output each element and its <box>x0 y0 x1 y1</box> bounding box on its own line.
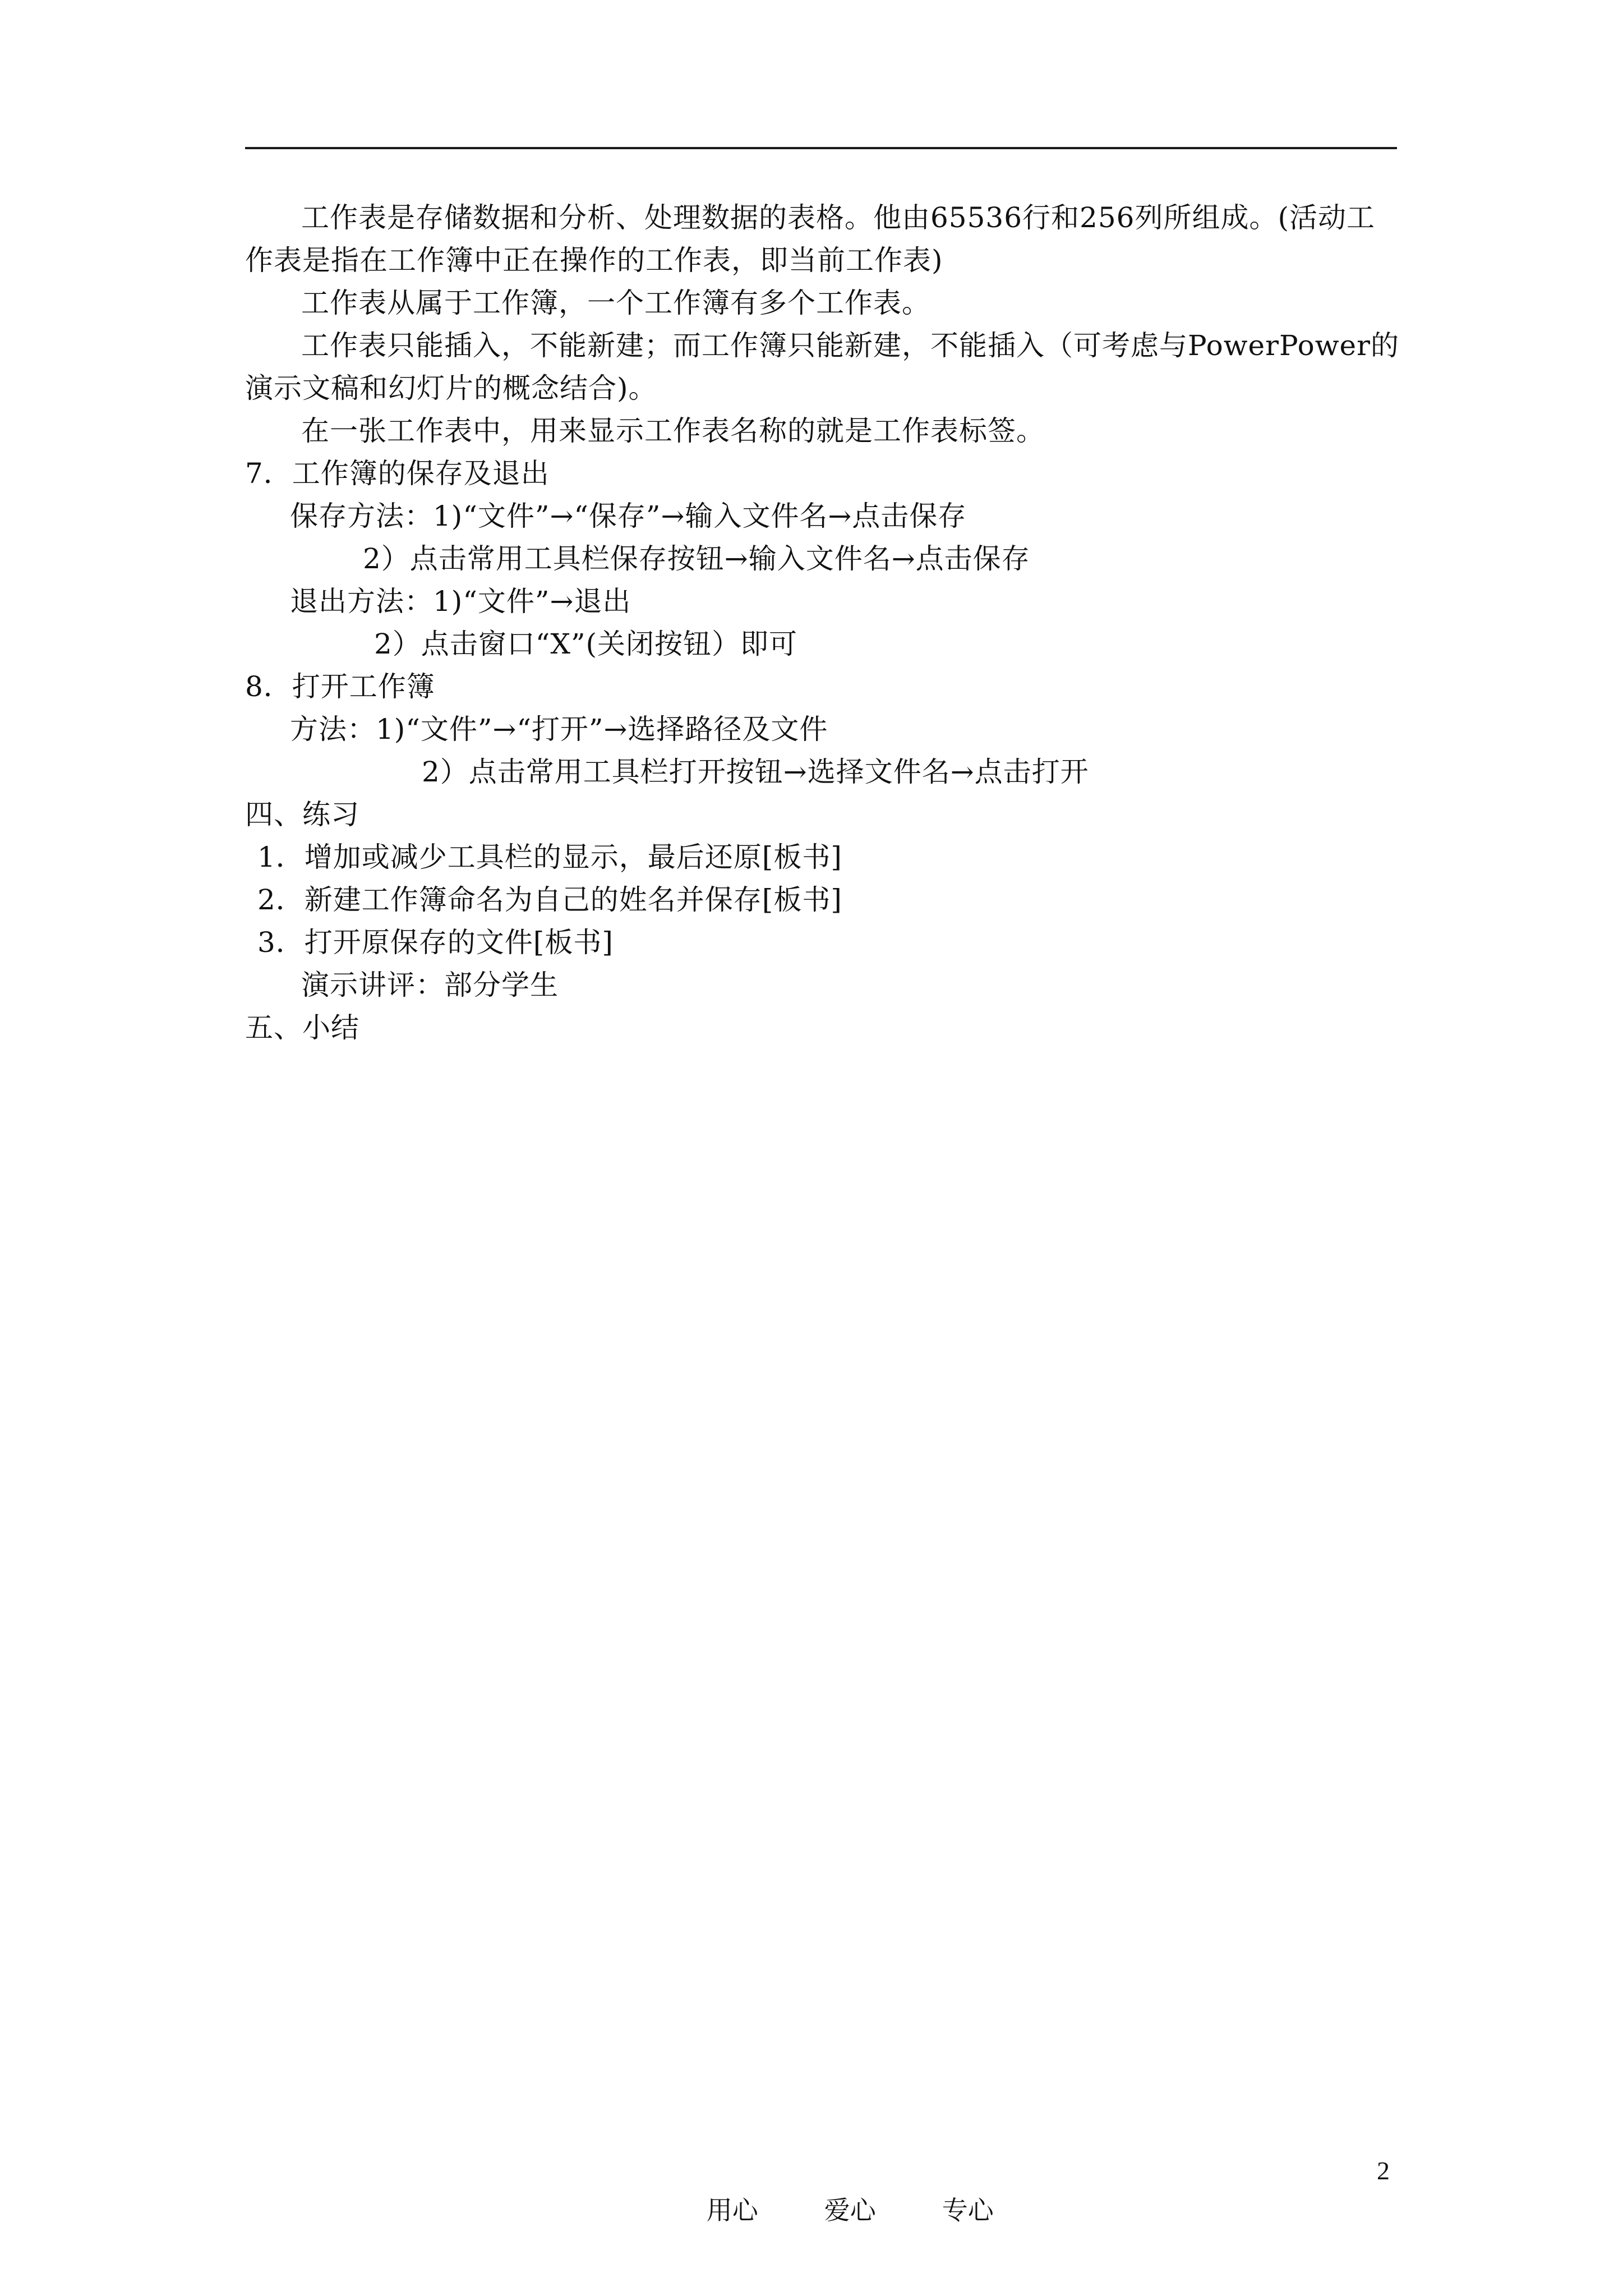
exit-method-2: 2）点击窗口“X”(关闭按钮）即可 <box>374 628 798 660</box>
exercise-item-3: 3．打开原保存的文件[板书] <box>257 926 614 959</box>
footer-motto-item: 爱心 <box>824 2195 876 2225</box>
open-method-1: 方法：1)“文件”→“打开”→选择路径及文件 <box>290 713 828 746</box>
section5-heading: 五、小结 <box>245 1011 359 1044</box>
open-method-2: 2）点击常用工具栏打开按钮→选择文件名→点击打开 <box>422 756 1089 788</box>
paragraph-insert-new: 工作表只能插入，不能新建；而工作簿只能新建，不能插入（可考虑与PowerPower的 <box>301 329 1400 362</box>
paragraph-worksheet-definition-cont: 作表是指在工作簿中正在操作的工作表，即当前工作表) <box>245 244 943 277</box>
save-method-2: 2）点击常用工具栏保存按钮→输入文件名→点击保存 <box>363 542 1030 575</box>
exit-method-1: 退出方法：1)“文件”→退出 <box>290 585 631 618</box>
header-rule <box>245 147 1397 149</box>
footer-motto <box>657 2151 994 2269</box>
page-footer <box>0 2151 1623 2225</box>
demo-review: 演示讲评：部分学生 <box>301 969 559 1001</box>
document-body <box>245 196 1400 1049</box>
section8-heading: 8．打开工作簿 <box>245 670 435 703</box>
section7-heading: 7．工作簿的保存及退出 <box>245 457 550 490</box>
footer-motto-item: 专心 <box>942 2195 994 2225</box>
paragraph-insert-new-cont: 演示文稿和幻灯片的概念结合)。 <box>245 372 657 404</box>
save-method-1: 保存方法：1)“文件”→“保存”→输入文件名→点击保存 <box>290 500 967 532</box>
page-number: 2 <box>1377 2156 1390 2185</box>
exercise-item-1: 1．增加或减少工具栏的显示，最后还原[板书] <box>257 841 842 873</box>
paragraph-worksheet-belongs: 工作表从属于工作簿，一个工作簿有多个工作表。 <box>301 287 930 319</box>
footer-motto-item: 用心 <box>706 2195 758 2225</box>
exercise-item-2: 2．新建工作簿命名为自己的姓名并保存[板书] <box>257 884 842 916</box>
section4-heading: 四、练习 <box>245 798 359 831</box>
paragraph-worksheet-definition: 工作表是存储数据和分析、处理数据的表格。他由65536行和256列所组成。(活动工 <box>301 201 1375 234</box>
paragraph-sheet-tab: 在一张工作表中，用来显示工作表名称的就是工作表标签。 <box>301 415 1045 447</box>
